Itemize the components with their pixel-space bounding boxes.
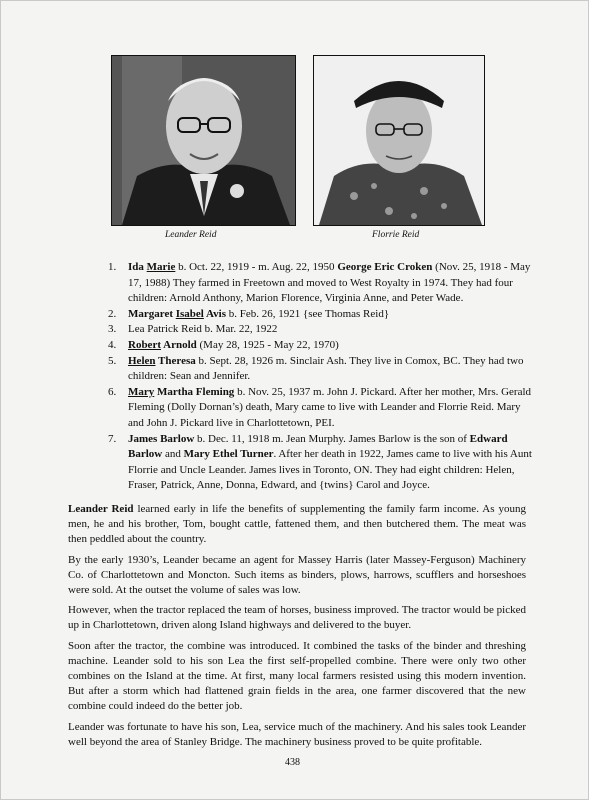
child-details: . After her death in 1922, James came to live with his Aunt Florrie and Uncle Leander. James lives in Toronto, ON. They had eight children: Helen, Fraser, Patrick, Anne, Donna, Edward, and {twins} Carol and Joyce.	[128, 448, 532, 492]
list-item-text	[128, 307, 533, 323]
child-name-underlined: Robert	[128, 338, 161, 351]
paragraph-lead: Leander Reid	[68, 503, 134, 515]
leander-reid-photo	[111, 55, 296, 226]
list-item	[108, 307, 533, 323]
list-item-text	[128, 260, 533, 307]
child-name-underlined: Marie	[146, 261, 176, 273]
child-name: Margaret	[128, 307, 176, 320]
florrie-reid-caption: Florrie Reid	[372, 230, 420, 240]
list-item	[108, 432, 533, 494]
child-name-rest: Theresa	[155, 354, 196, 367]
list-number: 7.	[108, 432, 117, 445]
child-name: James Barlow	[128, 432, 195, 445]
paragraph: However, when the tractor replaced the team of horses, business improved. The tractor would be picked up in Charlottetown, driven along Island highways and delivered to the buyer.	[68, 604, 526, 632]
list-number: 5.	[108, 354, 117, 367]
conjunction: and	[162, 448, 184, 461]
paragraph	[68, 502, 526, 548]
spouse-name: George Eric Croken	[337, 261, 433, 273]
list-number: 4.	[108, 338, 117, 351]
paragraph-text: learned early in life the benefits of supplementing the family farm income. As young men, he and his brother, Tom, bought cattle, fattened them, and then butchered them. The meat was then peddled about the country.	[68, 503, 526, 546]
list-item-text: Lea Patrick Reid b. Mar. 22, 1922	[128, 323, 278, 336]
child-name-rest: Arnold	[161, 338, 197, 351]
list-number: 1.	[108, 261, 117, 273]
florrie-reid-photo	[313, 55, 485, 226]
list-item-text	[128, 432, 533, 494]
child-name-underlined: Isabel	[175, 307, 204, 320]
parent-name: Edward Barlow	[128, 432, 508, 461]
children-list	[108, 260, 533, 494]
body-text	[68, 502, 526, 755]
child-details: b. Nov. 25, 1937 m. John J. Pickard. After her mother, Mrs. Gerald Fleming (Dolly Dornan’s) death, Mary came to live with Leander and Florrie Reid. Mary and John J. Pickard live in Charlottetown, PEI.	[128, 385, 532, 429]
list-number: 2.	[108, 307, 117, 320]
child-details: (Nov. 25, 1918 - May 17, 1988) They farmed in Freetown and moved to West Royalty in 1974. They had four children: Arnold Anthony, Marion Florence, Virginia Anne, and Peter Wade.	[128, 261, 531, 305]
child-details: b. Sept. 28, 1926 m. Sinclair Ash. They live in Comox, BC. They had two children: Sean and Jennifer.	[128, 354, 524, 383]
child-name-rest: Martha Fleming	[154, 385, 235, 398]
leander-reid-caption: Leander Reid	[165, 230, 217, 240]
list-item-text	[128, 338, 533, 354]
page-number: 438	[285, 757, 300, 768]
list-item	[108, 260, 533, 307]
child-name-underlined: Helen	[128, 354, 156, 367]
paragraph: By the early 1930’s, Leander became an agent for Massey Harris (later Massey-Ferguson) Machinery Co. of Charlottetown and Moncton. Such items as binders, plows, harrows, scufflers and horseshoes were sold. At the outset the volume of sales was low.	[68, 553, 526, 597]
list-item	[108, 338, 533, 354]
list-item	[108, 354, 533, 385]
list-item-text	[128, 385, 533, 432]
child-name: Ida	[128, 261, 147, 273]
child-details: b. Dec. 11, 1918 m. Jean Murphy. James Barlow is the son of	[194, 432, 470, 445]
list-item	[108, 322, 533, 338]
child-details: (May 28, 1925 - May 22, 1970)	[196, 338, 339, 351]
list-item-text	[128, 354, 533, 385]
parent-name: Mary Ethel Turner	[183, 448, 274, 461]
list-number: 3.	[108, 323, 117, 336]
child-dates: b. Oct. 22, 1919 - m. Aug. 22, 1950	[175, 261, 338, 273]
child-details: b. Feb. 26, 1921 {see Thomas Reid}	[225, 307, 390, 320]
list-number: 6.	[108, 385, 117, 398]
list-item	[108, 385, 533, 432]
child-name-underlined: Mary	[128, 385, 155, 398]
paragraph: Leander was fortunate to have his son, Lea, service much of the machinery. And his sales took Leander well beyond the area of Stanley Bridge. The machinery business proved to be quite profitable.	[68, 720, 526, 748]
paragraph: Soon after the tractor, the combine was introduced. It combined the tasks of the binder and threshing machine. Leander sold to his son Lea the first self-propelled combine. There were only two other combines on the Island at the time. At first, many local farmers resisted using this modern invention. But after a storm which had flattened grain fields in the area, one farmer discovered that the new combine could indeed do the better job.	[68, 639, 526, 713]
child-name-rest: Avis	[203, 307, 226, 320]
